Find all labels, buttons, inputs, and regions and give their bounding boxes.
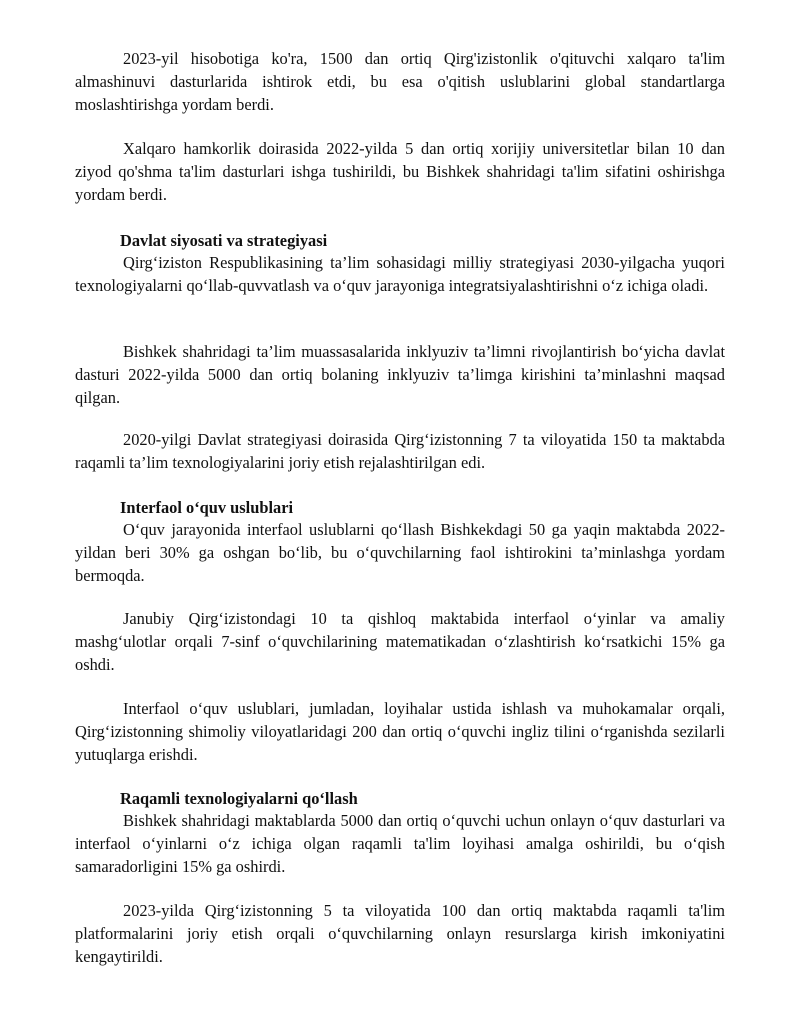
paragraph-english-learning: Interfaol o‘quv uslublari, jumladan, loyihalar ustida ishlash va muhokamalar orqali, Qirg‘izistonning shimoliy viloyatlaridagi 200 dan ortiq o‘quvchi ingliz tilini o‘rganishda sezilarli yutuqlarga erishdi. [75,699,725,764]
heading-state-policy: Davlat siyosati va strategiyasi [120,231,328,250]
paragraph-national-strategy: Qirg‘iziston Respublikasining ta’lim sohasidagi milliy strategiyasi 2030-yilgacha yuqori texnologiyalarni qo‘llab-quvvatlash va o‘quv jarayoniga integratsiyalashtirishni o‘z ichiga oladi. [75,253,725,295]
paragraph-teacher-exchange: 2023-yil hisobotiga ko'ra, 1500 dan ortiq Qirg'izistonlik o'qituvchi xalqaro ta'lim almashinuvi dasturlarida ishtirok etdi, bu esa o'qitish uslublarini global standartlarga moslashtirishga yordam berdi. [75,49,725,114]
paragraph-interactive-bishkek: O‘quv jarayonida interfaol uslublarni qo‘llash Bishkekdagi 50 ga yaqin maktabda 2022-yildan beri 30% ga oshgan bo‘lib, bu o‘quvchilarning faol ishtirokini ta’minlashga yordam bermoqda. [75,520,725,585]
paragraph-inclusive-education: Bishkek shahridagi ta’lim muassasalarida inklyuziv ta’limni rivojlantirish bo‘yicha davlat dasturi 2022-yilda 5000 dan ortiq bolaning inklyuziv ta’limga kirishini ta’minlashni maqsad qilgan. [75,342,725,407]
paragraph-digital-strategy-2020: 2020-yilgi Davlat strategiyasi doirasida Qirg‘izistonning 7 ta viloyatida 150 ta maktabda raqamli ta’lim texnologiyalarini joriy etish rejalashtirilgan edi. [75,430,725,472]
paragraph-rural-schools: Janubiy Qirg‘izistondagi 10 ta qishloq maktabida interfaol o‘yinlar va amaliy mashg‘ulotlar orqali 7-sinf o‘quvchilarining matematikadan o‘zlashtirish ko‘rsatkichi 15% ga oshdi. [75,609,725,674]
paragraph-online-programs: Bishkek shahridagi maktablarda 5000 dan ortiq o‘quvchi uchun onlayn o‘quv dasturlari va interfaol o‘yinlarni o‘z ichiga olgan raqamli ta'lim loyihasi amalga oshirildi, bu o‘qish samaradorligini 15% ga oshirdi. [75,811,725,876]
heading-digital-technologies: Raqamli texnologiyalarni qo‘llash [120,789,358,808]
heading-interactive-methods: Interfaol o‘quv uslublari [120,498,294,517]
paragraph-digital-platforms: 2023-yilda Qirg‘izistonning 5 ta viloyatida 100 dan ortiq maktabda raqamli ta'lim platformalarini joriy etish orqali o‘quvchilarning onlayn resurslarga kirish imkoniyatini kengaytirildi. [75,901,725,966]
paragraph-international-cooperation: Xalqaro hamkorlik doirasida 2022-yilda 5 dan ortiq xorijiy universitetlar bilan 10 dan ziyod qo'shma ta'lim dasturlari ishga tushirildi, bu Bishkek shahridagi ta'lim sifatini oshirishga yordam berdi. [75,139,725,204]
